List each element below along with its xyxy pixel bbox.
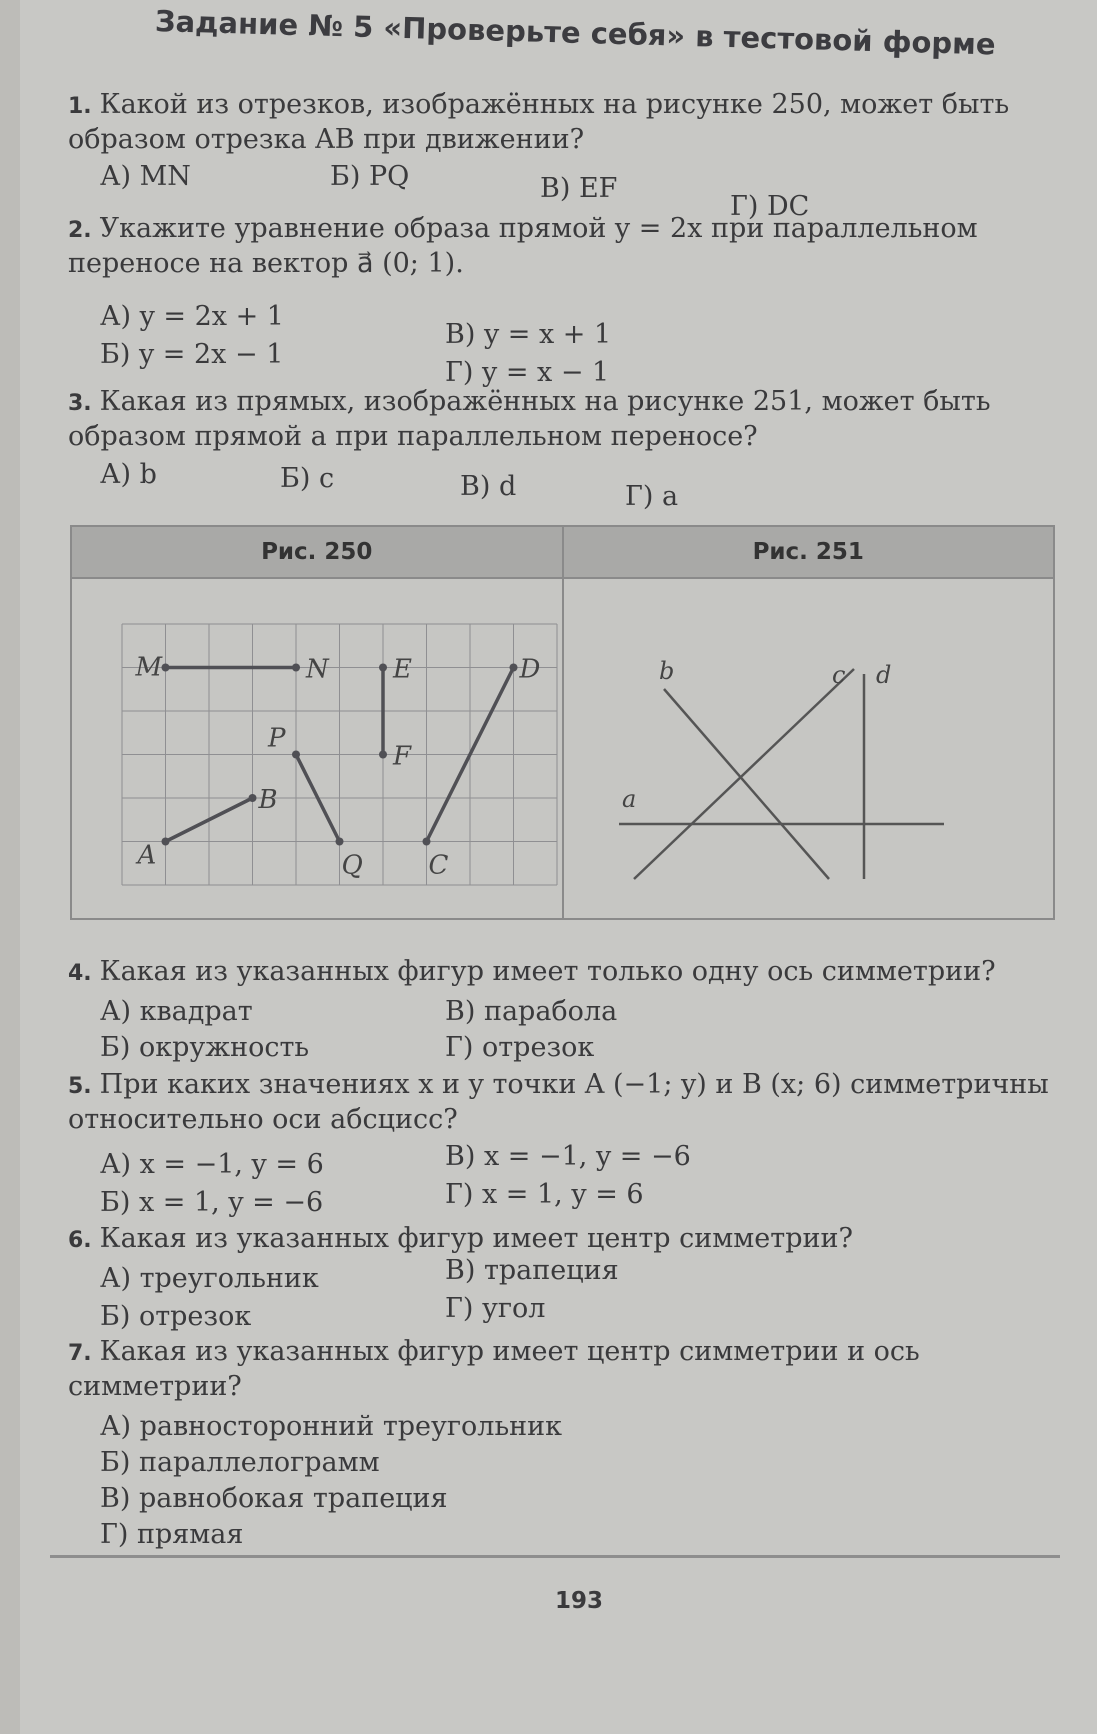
point-A <box>162 838 170 846</box>
page-number: 193 <box>555 1588 604 1614</box>
question-text: Какой из отрезков, изображённых на рисунке 250, может быть образом отрезка AB при движении? <box>68 89 1010 155</box>
point-E <box>379 664 387 672</box>
question-2: 2. Укажите уравнение образа прямой y = 2x при параллельном переносе на вектор a⃗ (0; 1). <box>68 213 978 279</box>
label-P: P <box>268 723 286 754</box>
label-b: b <box>658 657 674 685</box>
divider <box>50 1555 1060 1558</box>
question-5: 5. При каких значениях x и y точки A (−1; y) и B (x; 6) симметричны относительно оси абсцисс? <box>68 1069 1049 1135</box>
label-a: a <box>621 785 636 813</box>
label-Q: Q <box>341 850 363 881</box>
label-M: M <box>135 652 163 683</box>
figure-caption: Рис. 250 <box>72 527 562 579</box>
label-B: B <box>258 785 278 815</box>
figure-251 <box>564 527 1054 918</box>
figure-caption: Рис. 251 <box>564 527 1054 579</box>
lines-figure <box>564 579 1014 919</box>
label-E: E <box>393 654 412 685</box>
label-N: N <box>306 654 329 685</box>
question-7: 7. Какая из указанных фигур имеет центр симметрии и ось симметрии? <box>68 1336 920 1402</box>
option: А) MN <box>100 161 191 192</box>
question-4: 4. Какая из указанных фигур имеет только одну ось симметрии? <box>68 956 996 987</box>
point-D <box>510 664 518 672</box>
line-c <box>634 669 854 879</box>
point-B <box>249 794 257 802</box>
textbook-page: Задание № 5 «Проверьте себя» в тестовой форме 1. Какой из отрезков, изображённых на рисунке 250, может быть образом отрезка AB при движении? А) MN Б) PQ В) EF Г) DC 2. Укажите уравнение образа прямой y = 2x при параллельном переносе на вектор a⃗ (0; 1). А) y = 2x + 1 В) y = x + 1 Б) y = 2x − 1 Г) y = x − 1 3. Какая из прямых, изображённых на рисунке 251, может быть образом прямой a при параллельном переносе? А) b Б) c В) d Г) a Рис. 250 M N E F D C P Q A B Рис. 251 b c d a 4. Какая из указанных фигур имеет только одну ось симметрии? А) квадрат В) парабола Б) окружность Г) отрезок 5. При каких значениях x и y точки A (−1; y) и B (x; 6) симметричны относительно оси абсцисс? А) x = −1, y = 6 В) x = −1, y = −6 Б) x = 1, y = −6 Г) x = 1, y = 6 6. Какая из указанных фигур имеет центр симметрии? А) треугольник В) трапеция Б) отрезок Г) угол 7. Какая из указанных фигур имеет центр симметрии и ось симметрии? А) равносторонний треугольник Б) параллелограмм В) равнобокая трапеция Г) прямая 193 <box>20 0 1097 1734</box>
label-A: A <box>137 840 157 871</box>
point-F <box>379 751 387 759</box>
point-Q <box>336 838 344 846</box>
label-c: c <box>831 661 845 689</box>
point-N <box>292 664 300 672</box>
figures-panel <box>70 525 1055 920</box>
point-M <box>162 664 170 672</box>
question-6: 6. Какая из указанных фигур имеет центр симметрии? <box>68 1223 853 1254</box>
question-1: 1. Какой из отрезков, изображённых на рисунке 250, может быть образом отрезка AB при движении? <box>68 89 1010 155</box>
point-P <box>292 751 300 759</box>
question-3: 3. Какая из прямых, изображённых на рисунке 251, может быть образом прямой a при параллельном переносе? <box>68 386 991 452</box>
section-title: Задание № 5 «Проверьте себя» в тестовой форме <box>154 4 997 62</box>
label-D: D <box>519 654 541 685</box>
label-C: C <box>428 850 449 881</box>
point-C <box>423 838 431 846</box>
option: Б) PQ <box>330 161 410 192</box>
grid-figure <box>72 579 602 919</box>
option: Г) DC <box>730 191 810 222</box>
label-F: F <box>393 741 412 772</box>
figure-250 <box>72 527 564 918</box>
label-d: d <box>875 661 891 689</box>
option: В) EF <box>540 173 618 204</box>
